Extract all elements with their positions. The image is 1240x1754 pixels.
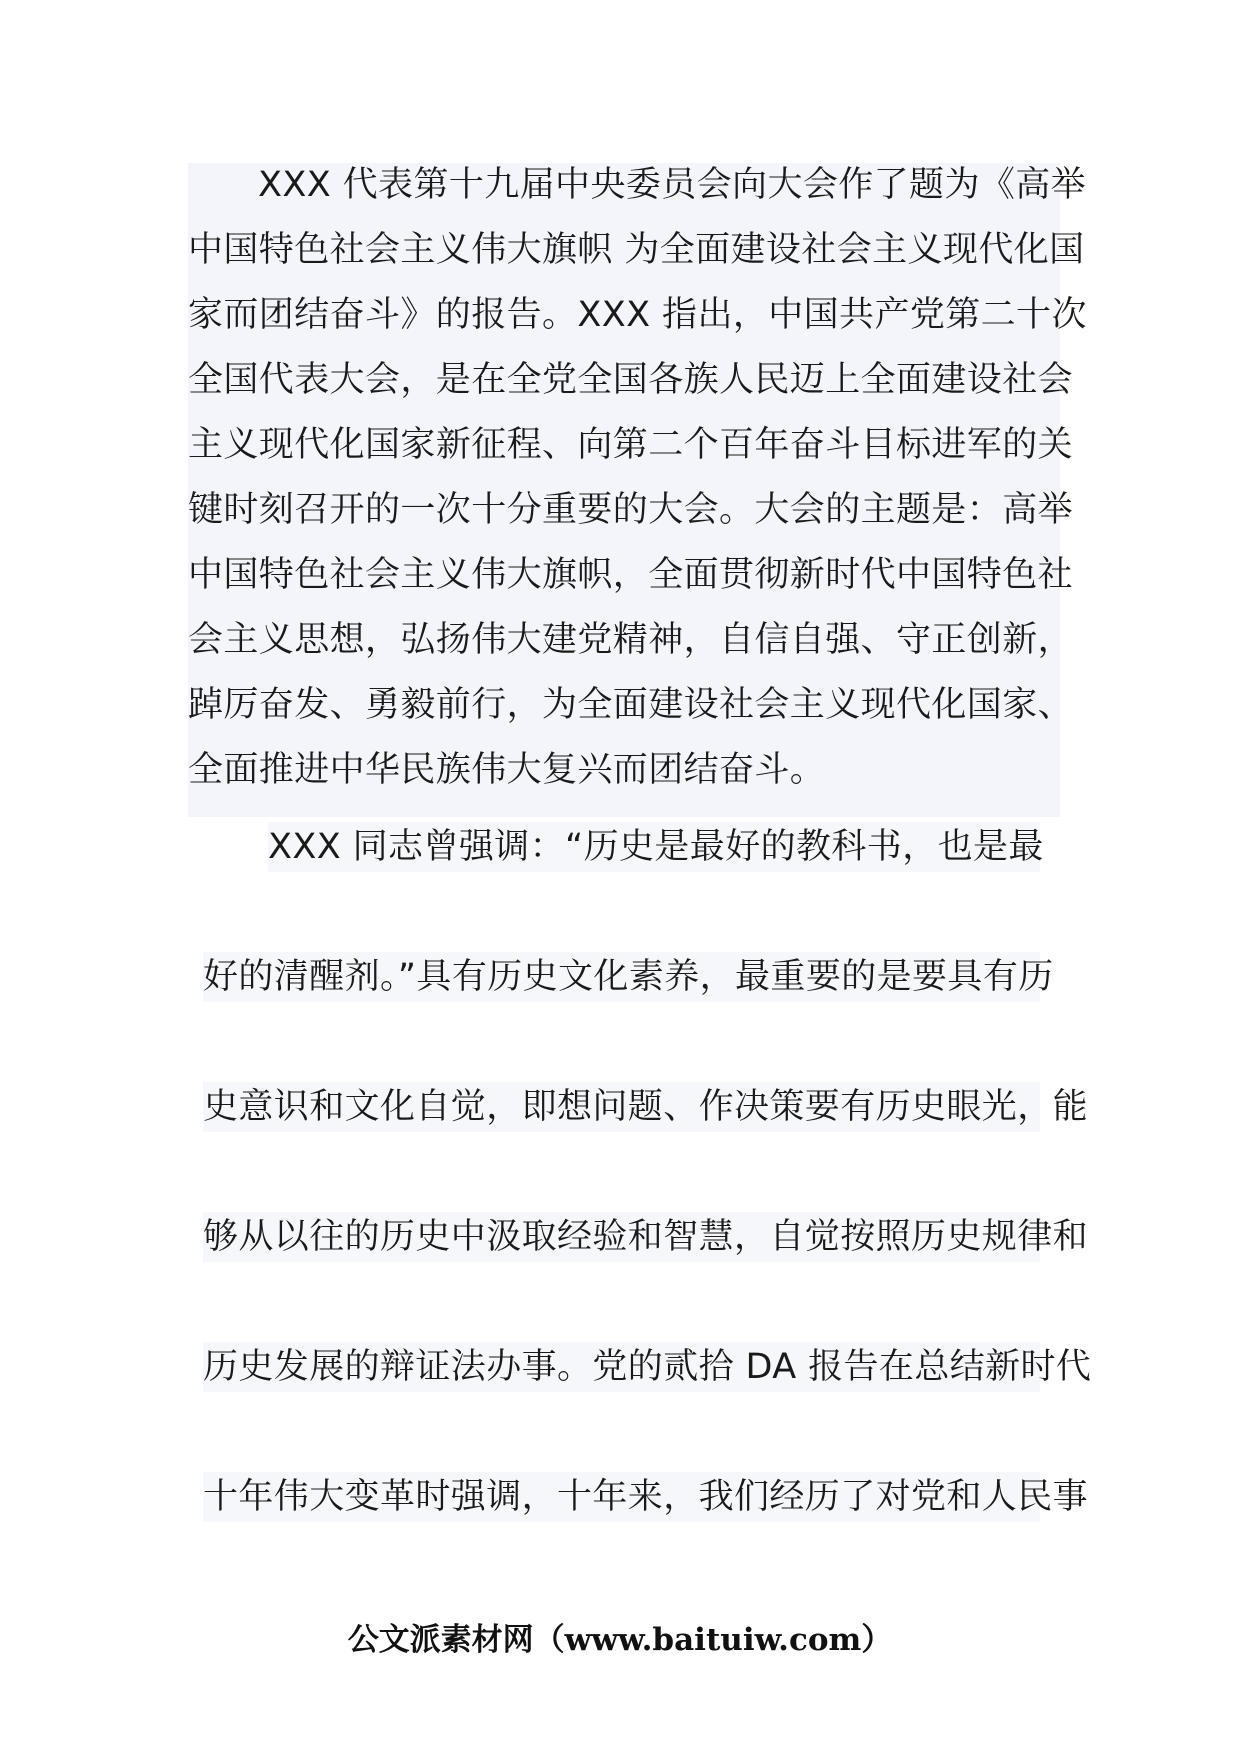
paragraph-line: 中国特色社会主义伟大旗帜 为全面建设社会主义现代化国 — [188, 230, 1085, 270]
paragraph-line: 好的清醒剂。”具有历史文化素养，最重要的是要具有历 — [203, 952, 1040, 1002]
paragraph-line: 键时刻召开的一次十分重要的大会。大会的主题是：高举 — [188, 490, 1074, 530]
paragraph-line: 历史发展的辩证法办事。党的贰拾 DA 报告在总结新时代 — [203, 1342, 1040, 1392]
footer-watermark-text: 公文派素材网（www.baituiw.com） — [347, 1622, 893, 1658]
paragraph-line: 十年伟大变革时强调，十年来，我们经历了对党和人民事 — [203, 1472, 1040, 1522]
paragraph-line: 踔厉奋发、勇毅前行，为全面建设社会主义现代化国家、 — [188, 685, 1074, 725]
paragraph-line: 全国代表大会，是在全党全国各族人民迈上全面建设社会 — [188, 360, 1074, 400]
paragraph-line: 主义现代化国家新征程、向第二个百年奋斗目标进军的关 — [188, 425, 1074, 465]
paragraph-line: XXX 同志曾强调：“历史是最好的教科书，也是最 — [268, 822, 1040, 872]
paragraph-line: 会主义思想，弘扬伟大建党精神，自信自强、守正创新， — [188, 620, 1074, 660]
paragraph-line: 全面推进中华民族伟大复兴而团结奋斗。 — [188, 750, 826, 790]
paragraph-highlighted — [188, 163, 1087, 817]
paragraph-line: 史意识和文化自觉，即想问题、作决策要有历史眼光，能 — [203, 1082, 1040, 1132]
paragraph-line: XXX 代表第十九届中央委员会向大会作了题为《高举 — [258, 165, 1087, 205]
paragraph-line: 够从以往的历史中汲取经验和智慧，自觉按照历史规律和 — [203, 1212, 1040, 1262]
paragraph-line: 家而团结奋斗》的报告。XXX 指出，中国共产党第二十次 — [188, 295, 1087, 335]
paragraph-line: 中国特色社会主义伟大旗帜，全面贯彻新时代中国特色社 — [188, 555, 1074, 595]
